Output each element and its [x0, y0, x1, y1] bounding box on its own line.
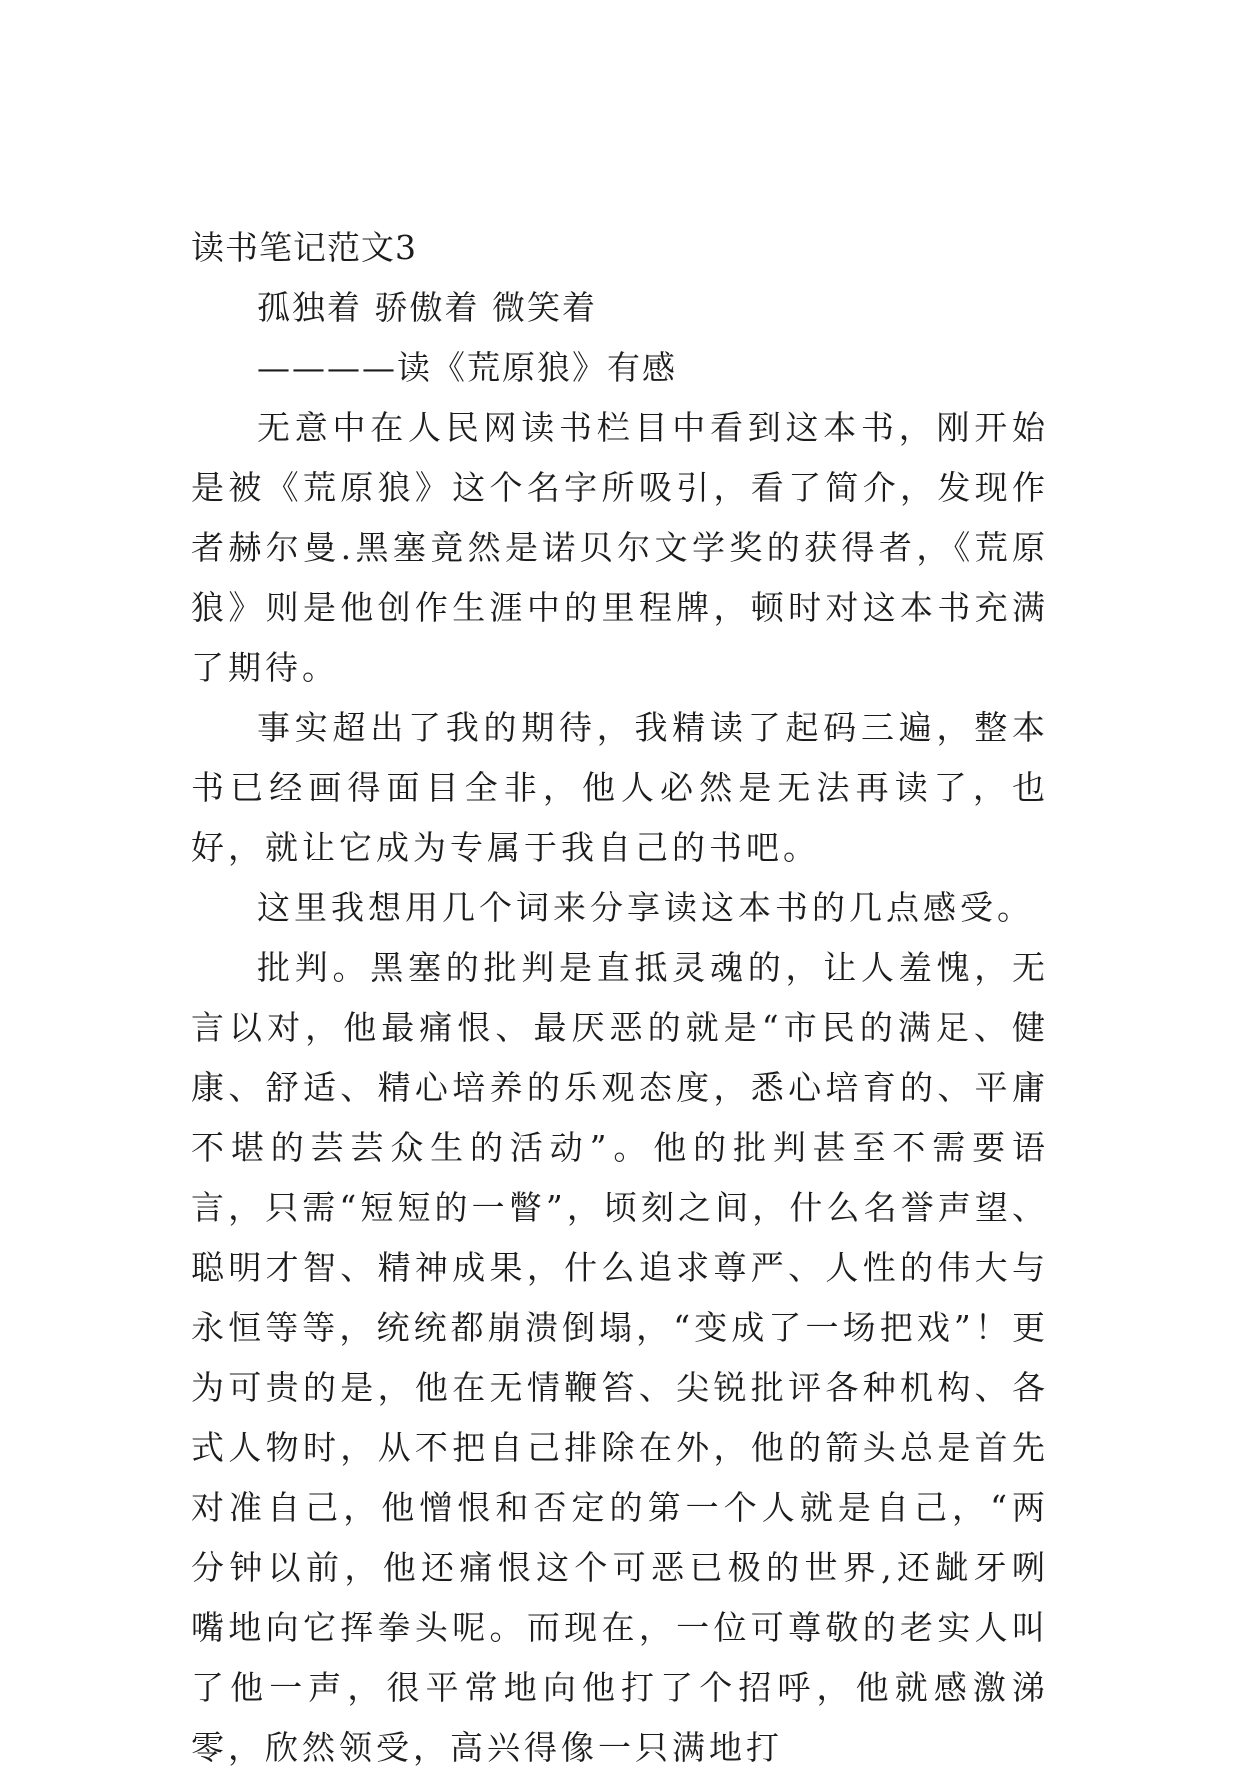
- document-body: [191, 218, 1049, 1778]
- paragraph-topics: 这里我想用几个词来分享读这本书的几点感受。: [257, 888, 1034, 927]
- document-heading: 读书笔记范文3: [191, 228, 417, 267]
- paragraph-reading: 事实超出了我的期待，我精读了起码三遍，整本书已经画得面目全非，他人必然是无法再读了，也好，就让它成为专属于我自己的书吧。: [191, 708, 1049, 867]
- paragraph-intro: 无意中在人民网读书栏目中看到这本书，刚开始是被《荒原狼》这个名字所吸引，看了简介，发现作者赫尔曼.黑塞竟然是诺贝尔文学奖的获得者，《荒原狼》则是他创作生涯中的里程牌，顿时对这本书充满了期待。: [191, 408, 1049, 687]
- essay-subtitle: 孤独着 骄傲着 微笑着: [257, 288, 597, 327]
- essay-byline: ————读《荒原狼》有感: [257, 348, 677, 387]
- paragraph-critique: 批判。黑塞的批判是直抵灵魂的，让人羞愧，无言以对，他最痛恨、最厌恶的就是“市民的满足、健康、舒适、精心培养的乐观态度，悉心培育的、平庸不堪的芸芸众生的活动”。他的批判甚至不需要语言，只需“短短的一瞥”，顷刻之间，什么名誉声望、聪明才智、精神成果，什么追求尊严、人性的伟大与永恒等等，统统都崩溃倒塌，“变成了一场把戏”！更为可贵的是，他在无情鞭笞、尖锐批评各种机构、各式人物时，从不把自己排除在外，他的箭头总是首先对准自己，他憎恨和否定的第一个人就是自己，“两分钟以前，他还痛恨这个可恶已极的世界,还龇牙咧嘴地向它挥拳头呢。而现在，一位可尊敬的老实人叫了他一声，很平常地向他打了个招呼，他就感激涕零，欣然领受，高兴得像一只满地打: [191, 948, 1049, 1767]
